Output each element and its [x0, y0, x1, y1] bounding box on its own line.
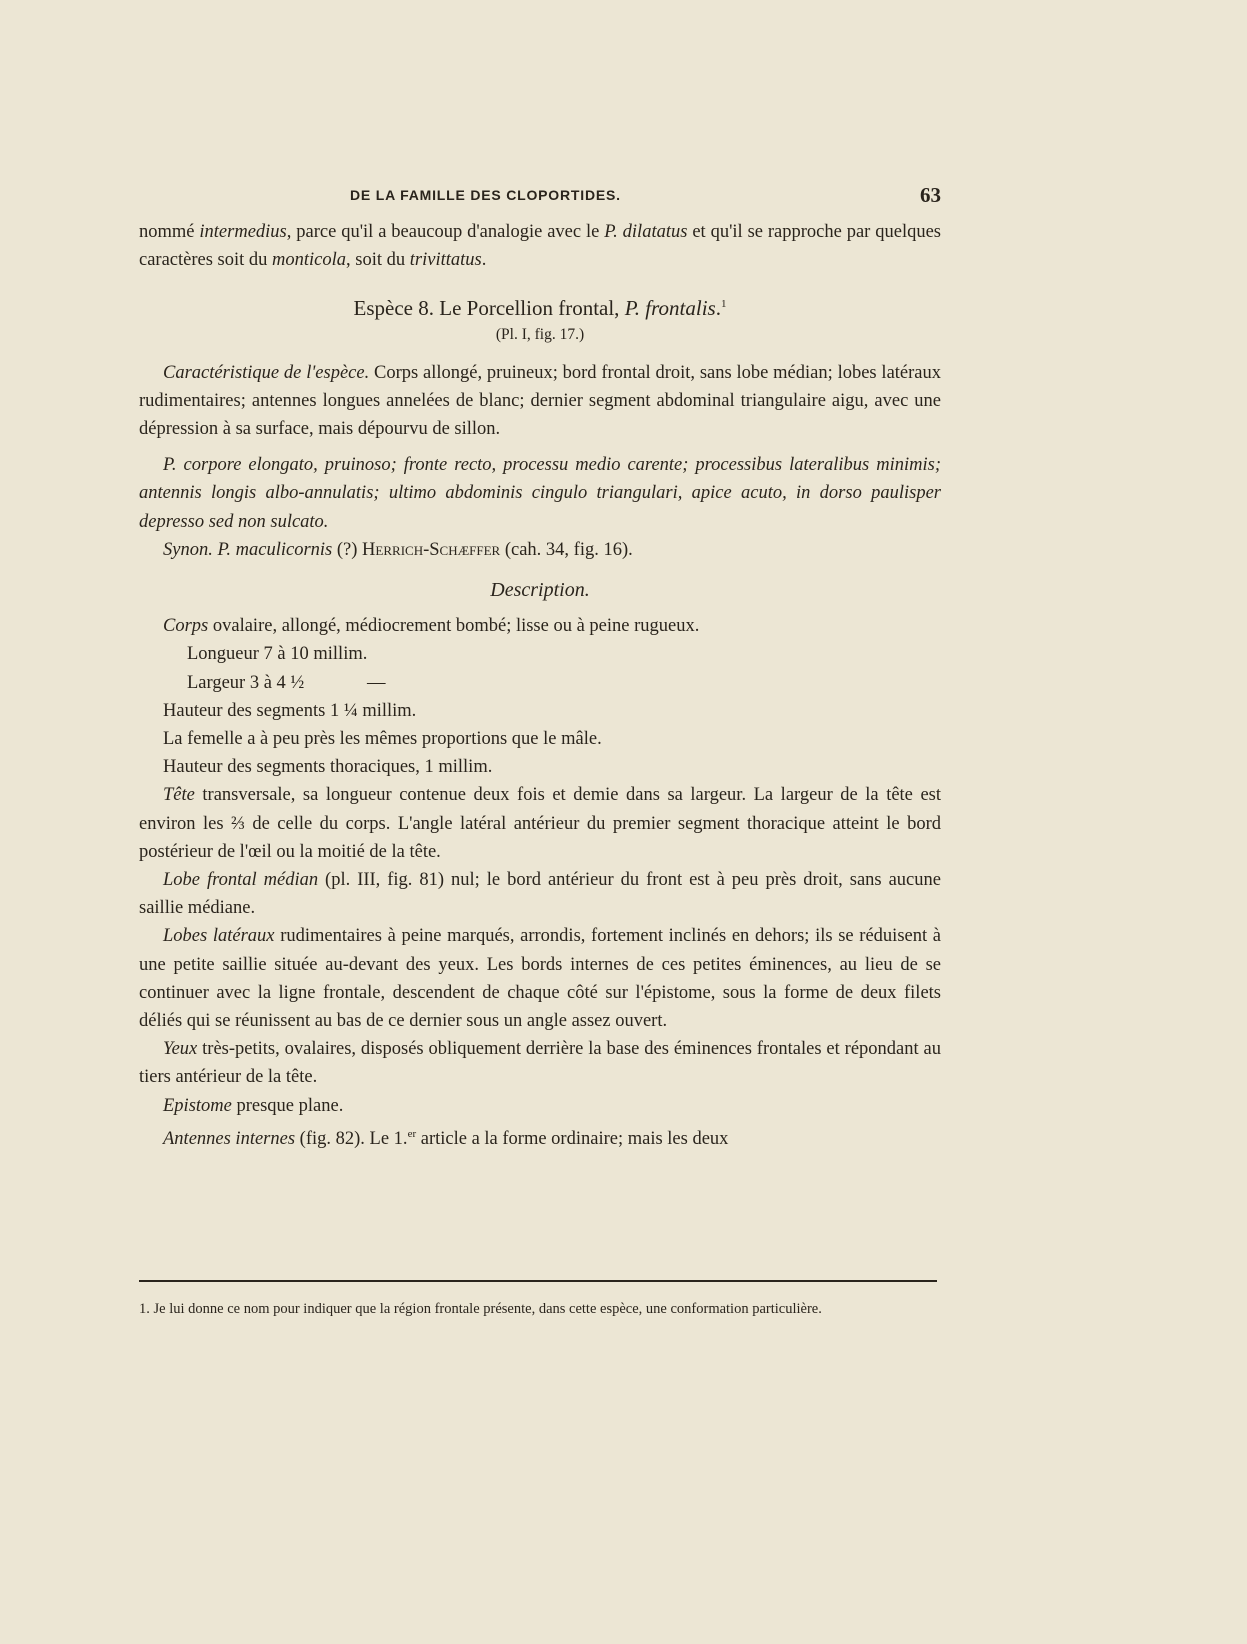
paragraph-text: article a la forme ordinaire; mais les deux: [416, 1129, 729, 1150]
paragraph-label: Lobe frontal médian: [163, 870, 319, 891]
corps-paragraph: [139, 612, 941, 640]
measurement-value: —: [367, 672, 386, 693]
running-title: DE LA FAMILLE DES CLOPORTIDES.: [350, 187, 621, 203]
paragraph-text: très-petits, ovalaires, disposés obliquement derrière la base des éminences frontales et répondant au tiers antérieur de la tête.: [139, 1039, 941, 1088]
thoracic-height-line: Hauteur des segments thoraciques, 1 millim.: [163, 757, 493, 778]
text-run: (?): [332, 539, 363, 560]
species-name: P. frontalis: [624, 296, 716, 321]
synonym-label: Synon.: [163, 539, 218, 560]
paragraph-label: Yeux: [163, 1039, 198, 1060]
latin-diagnosis: P. corpore elongato, pruinoso; fronte recto, processu medio carente; processibus lateralibus minimis; antennis longis albo-annulatis; ultimo abdominis cingulo triangulari, apice acuto, in dorso paulisper depresso sed non sulcato.: [139, 455, 941, 532]
author-name: Herrich-Schæffer: [362, 539, 501, 560]
species-name: P. dilatatus: [604, 222, 688, 242]
paragraph-text: transversale, sa longueur contenue deux fois et demie dans sa largeur. La largeur de la tête est environ les ⅔ de celle du corps. L'angle latéral antérieur du premier segment thoracique atteint le bord postérieur de l'œil ou la moitié de la tête.: [139, 785, 941, 862]
paragraph-text: ovalaire, allongé, médiocrement bombé; lisse ou à peine rugueux.: [208, 616, 700, 637]
paragraph-text: presque plane.: [231, 1095, 344, 1116]
paragraph-label: Epistome: [163, 1095, 232, 1116]
paragraph-label: Caractéristique de l'espèce.: [163, 362, 370, 383]
intro-paragraph: [139, 218, 941, 274]
paragraph-text: (fig. 82). Le 1.: [295, 1129, 408, 1150]
tete-paragraph: [139, 781, 941, 866]
paragraph-label: Lobes latéraux: [163, 926, 275, 947]
page-header: [350, 183, 947, 209]
segment-height-line: Hauteur des segments 1 ¼ millim.: [163, 700, 417, 721]
text-run: , parce qu'il a beaucoup d'analogie avec le: [286, 222, 605, 242]
paragraph-label: Tête: [163, 785, 195, 806]
heading-text: Espèce 8. Le Porcellion frontal,: [353, 296, 625, 321]
footnote-text: Je lui donne ce nom pour indiquer que la région frontale présente, dans cette espèce, une conformation particulière.: [149, 1301, 822, 1317]
text-run: et qu'il se rapproche par quelques caractères soit du: [139, 222, 941, 271]
measurement-label: Largeur 3 à 4 ½: [187, 672, 305, 693]
heading-text: .: [715, 296, 721, 321]
lobe-paragraph: [139, 866, 941, 922]
body-text: [139, 218, 941, 1153]
antennes-paragraph: [139, 1120, 941, 1153]
page-number: 63: [920, 183, 941, 207]
description-heading: Description.: [490, 579, 590, 602]
paragraph-text: (pl. III, fig. 81) nul; le bord antérieur du front est à peu près droit, sans aucune saillie médiane.: [139, 870, 941, 919]
species-name: trivittatus: [409, 250, 482, 271]
species-heading: [139, 290, 941, 322]
footnote: [139, 1298, 941, 1320]
text-run: nommé: [139, 222, 200, 242]
paragraph-label: Antennes internes: [163, 1129, 296, 1150]
measurement-line: [139, 640, 941, 668]
paragraph-text: rudimentaires à peine marqués, arrondis, fortement inclinés en dehors; ils se réduisent à une petite saillie située au-devant des yeux. Les bords internes de ces petites éminences, au lieu de se continuer avec la ligne frontale, descendent de chaque côté sur l'épistome, sous la forme de deux filets déliés qui se réunissent au bas de ce dernier sous un angle assez ouvert.: [139, 926, 942, 1032]
paragraph-text: Corps allongé, pruineux; bord frontal droit, sans lobe médian; lobes latéraux rudimentaires; antennes longues annelées de blanc; dernier segment abdominal triangulaire aigu, avec une dépression à sa surface, mais dépourvu de sillon.: [139, 362, 942, 440]
superscript: er: [407, 1127, 417, 1140]
species-name: monticola: [272, 250, 347, 271]
footnote-marker: 1: [720, 298, 727, 311]
plate-reference: (Pl. I, fig. 17.): [495, 325, 585, 343]
footnote-rule: [139, 1280, 937, 1282]
characteristic-paragraph: [139, 359, 941, 444]
synonym-line: [139, 536, 941, 564]
text-run: (cah. 34, fig. 16).: [500, 539, 633, 560]
species-name: intermedius: [199, 222, 287, 242]
text-run: .: [481, 250, 487, 271]
measurement-label: Longueur 7 à 10 millim.: [187, 644, 368, 665]
footnote-number: 1.: [139, 1301, 150, 1317]
lobes-paragraph: [139, 922, 941, 1035]
paragraph-label: Corps: [163, 616, 209, 637]
text-run: , soit du: [346, 250, 410, 271]
epistome-paragraph: [139, 1092, 941, 1120]
species-name: P. maculicornis: [217, 539, 333, 560]
female-line: La femelle a à peu près les mêmes proportions que le mâle.: [163, 729, 602, 750]
yeux-paragraph: [139, 1035, 941, 1091]
measurement-line: [139, 669, 941, 697]
